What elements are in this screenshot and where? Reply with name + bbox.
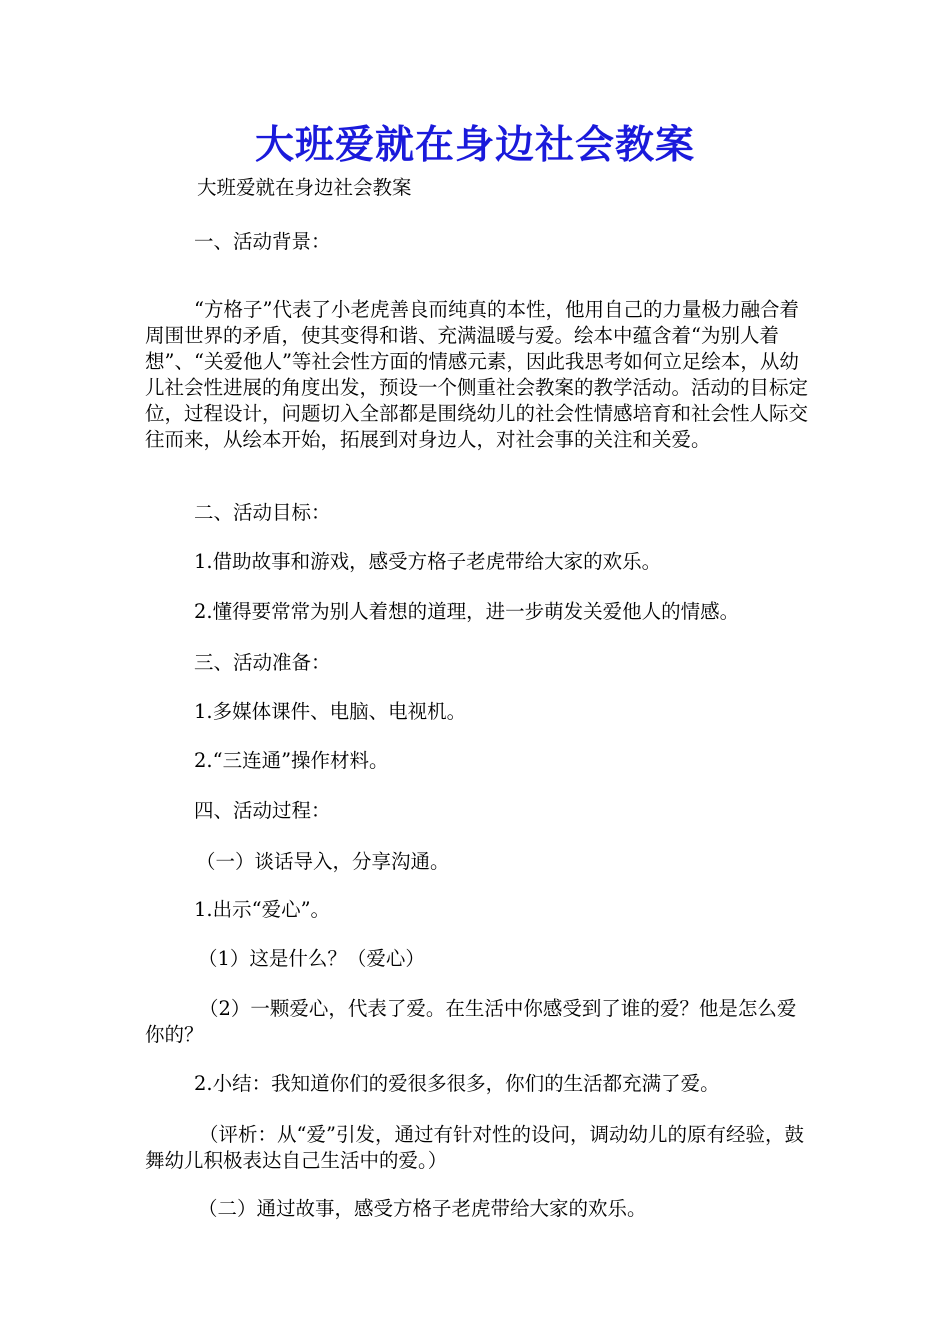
step-1-item-1: 1.出示“爱心”。 bbox=[194, 898, 331, 921]
section-heading-goals: 二、活动目标： bbox=[194, 501, 331, 524]
step-1-comment: （评析：从“爱”引发，通过有针对性的设问，调动幼儿的原有经验，鼓舞幼儿积极表达自己生活中的爱。） bbox=[145, 1123, 804, 1172]
step-1-heading: （一）谈话导入，分享沟通。 bbox=[196, 850, 450, 873]
document-subtitle: 大班爱就在身边社会教案 bbox=[197, 176, 412, 199]
goal-item-2: 2.懂得要常常为别人着想的道理，进一步萌发关爱他人的情感。 bbox=[194, 600, 740, 623]
section-heading-background: 一、活动背景： bbox=[194, 230, 331, 253]
prep-item-2: 2.“三连通”操作材料。 bbox=[194, 749, 389, 772]
step-1-item-2: 2.小结：我知道你们的爱很多很多，你们的生活都充满了爱。 bbox=[194, 1072, 720, 1095]
document-title: 大班爱就在身边社会教案 bbox=[254, 123, 695, 168]
step-2-heading: （二）通过故事，感受方格子老虎带给大家的欢乐。 bbox=[198, 1197, 647, 1220]
background-paragraph: “方格子”代表了小老虎善良而纯真的本性，他用自己的力量极力融合着周围世界的矛盾，使其变得和谐、充满温暖与爱。绘本中蕴含着“为别人着想”、“关爱他人”等社会性方面的情感元素，因此我思考如何立足绘本，从幼儿社会性进展的角度出发，预设一个侧重社会教案的教学活动。活动的目标定位，过程设计，问题切入全部都是围绕幼儿的社会性情感培育和社会性人际交往而来，从绘本开始，拓展到对身边人，对社会事的关注和关爱。 bbox=[145, 298, 809, 451]
step-1-question-2: （2）一颗爱心，代表了爱。在生活中你感受到了谁的爱？他是怎么爱你的？ bbox=[145, 997, 797, 1046]
prep-item-1: 1.多媒体课件、电脑、电视机。 bbox=[194, 700, 467, 723]
goal-item-1: 1.借助故事和游戏，感受方格子老虎带给大家的欢乐。 bbox=[194, 550, 662, 573]
step-1-question-1: （1）这是什么？（爱心） bbox=[198, 947, 425, 970]
section-heading-prep: 三、活动准备： bbox=[194, 651, 331, 674]
section-heading-process: 四、活动过程： bbox=[194, 799, 331, 822]
